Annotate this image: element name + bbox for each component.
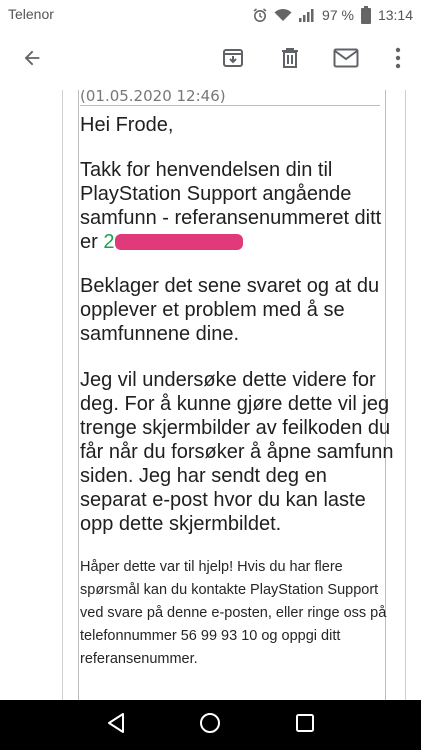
circle-home-icon (199, 712, 221, 738)
reference-number-visible: 2 (103, 231, 115, 253)
square-recents-icon (295, 713, 315, 737)
status-indicators (252, 6, 413, 24)
back-button[interactable] (14, 42, 50, 78)
status-bar (0, 0, 421, 30)
greeting: Hei Frode, (80, 114, 174, 136)
clock: 13:14 (377, 7, 413, 23)
trash-icon (279, 46, 301, 74)
mail-icon (333, 48, 359, 72)
nav-back-button[interactable] (101, 710, 131, 740)
nav-recents-button[interactable] (290, 710, 320, 740)
paragraph-contact: Håper dette var til hjelp! Hvis du har flere spørsmål kan du kontakte PlayStation Support ved svare på denne e-posten, eller ringe oss på telefonnummer 56 99 93 10 og oppgi ditt referansenummer. (80, 559, 387, 667)
archive-button[interactable] (215, 42, 251, 78)
wifi-icon (274, 8, 292, 22)
nav-home-button[interactable] (195, 710, 225, 740)
paragraph-reference-text: Takk for henvendelsen din til PlayStation Support angående samfunn - referansenummeret ditt er (80, 159, 382, 253)
more-options-button[interactable] (380, 42, 416, 78)
arrow-back-icon (21, 47, 43, 73)
system-navigation-bar (0, 700, 421, 750)
signal-icon (298, 8, 316, 22)
email-content[interactable] (0, 90, 421, 700)
battery-icon (360, 6, 372, 24)
battery-percent: 97 % (322, 7, 354, 23)
app-bar (0, 30, 421, 90)
more-vert-icon (395, 47, 401, 73)
message-date: (01.05.2020 12:46) (80, 90, 380, 106)
redaction-mark (115, 234, 243, 250)
mark-unread-button[interactable] (328, 42, 364, 78)
paragraph-reference (80, 158, 396, 254)
archive-icon (221, 46, 245, 74)
delete-button[interactable] (272, 42, 308, 78)
reference-number (103, 230, 243, 254)
alarm-icon (252, 7, 268, 23)
paragraph-investigation: Jeg vil undersøke dette videre for deg. For å kunne gjøre dette vil jeg trenge skjermbilder av feilkoden du får når du forsøker å åpne samfunn siden. Jeg har sendt deg en separat e-post hvor du kan laste opp dette skjermbildet. (80, 369, 394, 535)
triangle-back-icon (106, 712, 126, 738)
paragraph-apology: Beklager det sene svaret og at du opplever et problem med å se samfunnene dine. (80, 275, 380, 345)
carrier-label: Telenor (8, 6, 54, 22)
